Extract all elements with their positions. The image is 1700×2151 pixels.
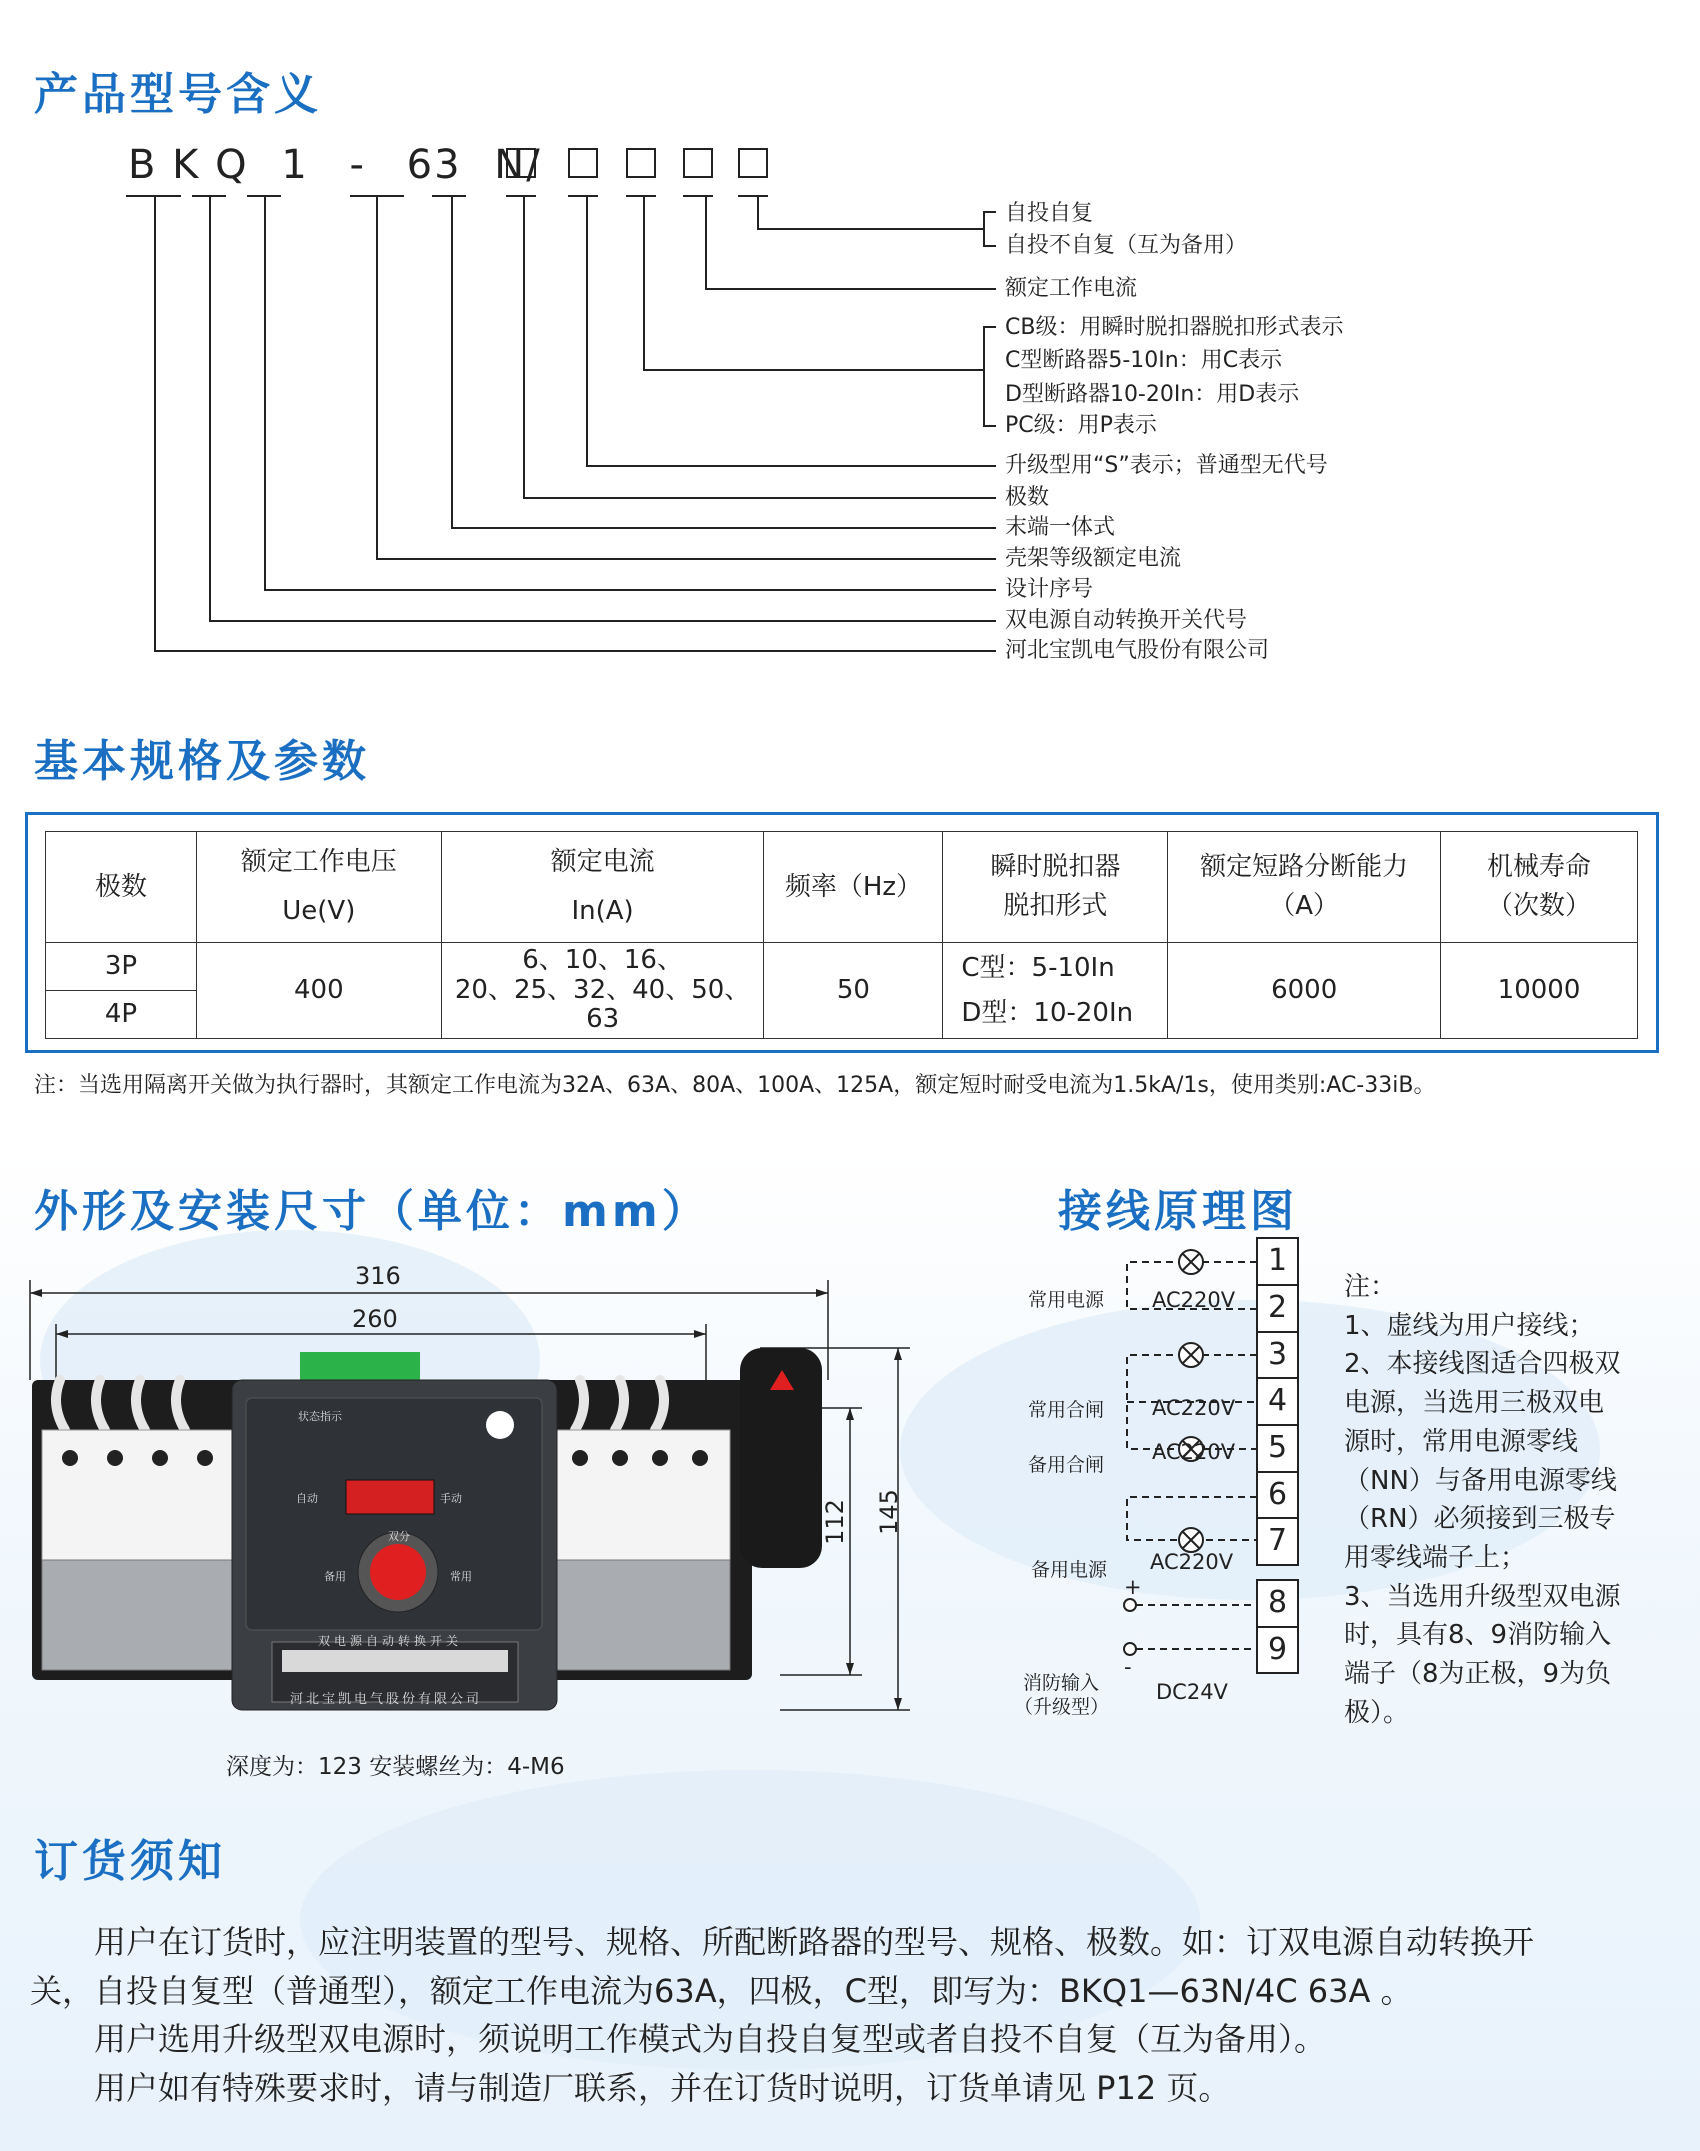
note-line: 3、当选用升级型双电源	[1344, 1581, 1621, 1612]
lamp-icon	[1179, 1528, 1203, 1552]
model-label: PC级：用P表示	[1005, 413, 1157, 438]
voltage-label: AC220V	[1152, 1288, 1236, 1312]
model-label: 壳架等级额定电流	[1005, 546, 1182, 571]
header-text: 额定短路分断能力	[1200, 852, 1409, 882]
model-label: C型断路器5-10In：用C表示	[1005, 348, 1283, 373]
order-line: 用户选用升级型双电源时，须说明工作模式为自投自复型或者自投不自复（互为备用）。	[30, 2020, 1327, 2058]
terminal-number: 2	[1267, 1290, 1288, 1325]
wiring-notes	[1344, 1268, 1654, 1732]
panel-backup-text: 备用	[324, 1570, 346, 1583]
header-unit: （A）	[1269, 891, 1340, 921]
cell-pole: 4P	[46, 991, 197, 1039]
terminal-number: 9	[1267, 1632, 1288, 1667]
header-unit: In(A)	[571, 896, 634, 926]
dim-label-316: 316	[355, 1262, 401, 1290]
plus-sign: +	[1124, 1575, 1142, 1599]
cell-pole: 3P	[46, 943, 197, 991]
order-line: 用户如有特殊要求时，请与制造厂联系，并在订货时说明，订货单请见 P12 页。	[30, 2068, 1231, 2107]
model-label: 河北宝凯电气股份有限公司	[1005, 638, 1270, 663]
panel-auto-text: 自动	[296, 1492, 318, 1505]
section-title-wiring: 接线原理图	[1058, 1186, 1298, 1237]
panel-manual-text: 手动	[440, 1492, 462, 1505]
note-line: （NN）与备用电源零线	[1344, 1465, 1617, 1496]
depth-caption: 深度为：123 安装螺丝为：4-M6	[226, 1754, 565, 1780]
model-label: 自投自复	[1005, 201, 1094, 226]
order-text	[30, 1918, 1670, 2112]
model-label: D型断路器10-20In：用D表示	[1005, 382, 1300, 407]
wiring-group-label: （升级型）	[1014, 1696, 1110, 1718]
panel-normal-text: 常用	[450, 1570, 472, 1583]
current-line: 6、10、16、	[522, 944, 683, 975]
model-label: 双电源自动转换开关代号	[1005, 608, 1248, 633]
order-line: 用户在订货时，应注明装置的型号、规格、所配断路器的型号、规格、极数。如：订双电源自动转换开	[30, 1923, 1535, 1961]
minus-sign: -	[1124, 1655, 1132, 1679]
header-frequency: 频率（Hz）	[764, 832, 943, 943]
note-line: 源时，常用电源零线	[1344, 1426, 1579, 1457]
panel-dual-text: 双分	[388, 1530, 410, 1543]
model-label: 极数	[1005, 485, 1050, 510]
voltage-label: AC220V	[1152, 1440, 1236, 1464]
voltage-label: AC220V	[1152, 1396, 1236, 1420]
cell-life: 10000	[1441, 943, 1638, 1039]
spec-note: 注：当选用隔离开关做为执行器时，其额定工作电流为32A、63A、80A、100A、125A，额定短时耐受电流为1.5kA/1s，使用类别:AC-33iB。	[34, 1073, 1436, 1098]
order-line: 关，自投自复型（普通型），额定工作电流为63A，四极，C型，即写为：BKQ1—63N/4C 63A 。	[30, 1971, 1413, 2010]
code-char: K	[172, 142, 201, 188]
section-title-model: 产品型号含义	[34, 69, 322, 120]
note-line: 用零线端子上；	[1344, 1542, 1527, 1573]
lamp-icon	[1179, 1343, 1203, 1367]
wiring-group-label: 常用合闸	[1028, 1399, 1105, 1421]
code-char: /	[526, 142, 542, 188]
nameplate-title: 双电源自动转换开关	[318, 1634, 463, 1648]
dim-label-112: 112	[820, 1499, 849, 1545]
note-line: 1、虚线为用户接线；	[1344, 1310, 1595, 1341]
header-text: 额定电流	[550, 847, 655, 877]
trip-line: C型：5-10In	[961, 953, 1115, 984]
voltage-label: AC220V	[1150, 1550, 1234, 1574]
header-text: 额定工作电压	[240, 847, 397, 877]
code-char: B	[128, 142, 158, 188]
note-line: 电源，当选用三极双电	[1344, 1388, 1605, 1419]
model-label: 末端一体式	[1005, 515, 1116, 540]
note-line: 注：	[1344, 1272, 1397, 1302]
note-line: 端子（8为正极，9为负	[1344, 1659, 1612, 1690]
model-label: 升级型用“S”表示；普通型无代号	[1005, 453, 1328, 478]
header-unit: （次数）	[1487, 891, 1592, 921]
section-title-order: 订货须知	[34, 1836, 226, 1887]
header-text: 瞬时脱扣器	[990, 852, 1121, 882]
cell-frequency: 50	[764, 943, 943, 1039]
wiring-group-label: 消防输入	[1023, 1672, 1100, 1694]
code-char: N	[494, 142, 527, 188]
dim-label-145: 145	[874, 1489, 903, 1535]
model-label: 设计序号	[1005, 577, 1094, 602]
code-char: -	[349, 142, 366, 188]
model-label: CB级：用瞬时脱扣器脱扣形式表示	[1005, 315, 1344, 340]
current-line: 20、25、32、40、50、	[454, 974, 751, 1005]
terminal-number: 1	[1267, 1243, 1288, 1278]
terminal-number: 8	[1267, 1585, 1288, 1620]
input-terminal-icon	[1124, 1599, 1136, 1611]
wiring-group-label: 常用电源	[1028, 1289, 1105, 1311]
code-char: Q	[215, 142, 249, 188]
header-text: 脱扣形式	[1003, 891, 1108, 921]
code-char: 1	[281, 142, 309, 188]
section-title-dimensions: 外形及安装尺寸（单位：mm）	[34, 1186, 710, 1237]
code-char: 63	[406, 142, 462, 188]
dim-label-260: 260	[352, 1305, 398, 1333]
terminal-number: 5	[1267, 1430, 1288, 1465]
model-label: 额定工作电流	[1005, 276, 1138, 301]
terminal-number: 3	[1267, 1337, 1288, 1372]
cell-voltage: 400	[196, 943, 441, 1039]
header-unit: Ue(V)	[282, 896, 356, 926]
wiring-group-label: 备用合闸	[1028, 1454, 1105, 1476]
trip-line: D型：10-20In	[961, 997, 1134, 1028]
current-line: 63	[586, 1004, 620, 1035]
panel-header-text: 状态指示	[298, 1410, 342, 1423]
voltage-label: DC24V	[1156, 1680, 1228, 1704]
section-title-spec: 基本规格及参数	[34, 736, 370, 787]
cell-breaking: 6000	[1168, 943, 1441, 1039]
terminal-number: 7	[1267, 1523, 1288, 1558]
header-poles: 极数	[46, 832, 197, 943]
terminal-number: 6	[1267, 1477, 1288, 1512]
terminal-number: 4	[1267, 1383, 1288, 1418]
nameplate-company: 河北宝凯电气股份有限公司	[290, 1692, 483, 1707]
model-label: 自投不自复（互为备用）	[1005, 233, 1248, 258]
note-line: （RN）必须接到三极专	[1344, 1504, 1616, 1535]
note-line: 时，具有8、9消防输入	[1344, 1620, 1612, 1651]
header-text: 机械寿命	[1487, 852, 1592, 882]
lamp-icon	[1179, 1250, 1203, 1274]
note-line: 2、本接线图适合四极双	[1344, 1349, 1621, 1380]
note-line: 极）。	[1344, 1697, 1410, 1728]
input-terminal-icon	[1124, 1643, 1136, 1655]
wiring-group-label: 备用电源	[1031, 1559, 1108, 1581]
